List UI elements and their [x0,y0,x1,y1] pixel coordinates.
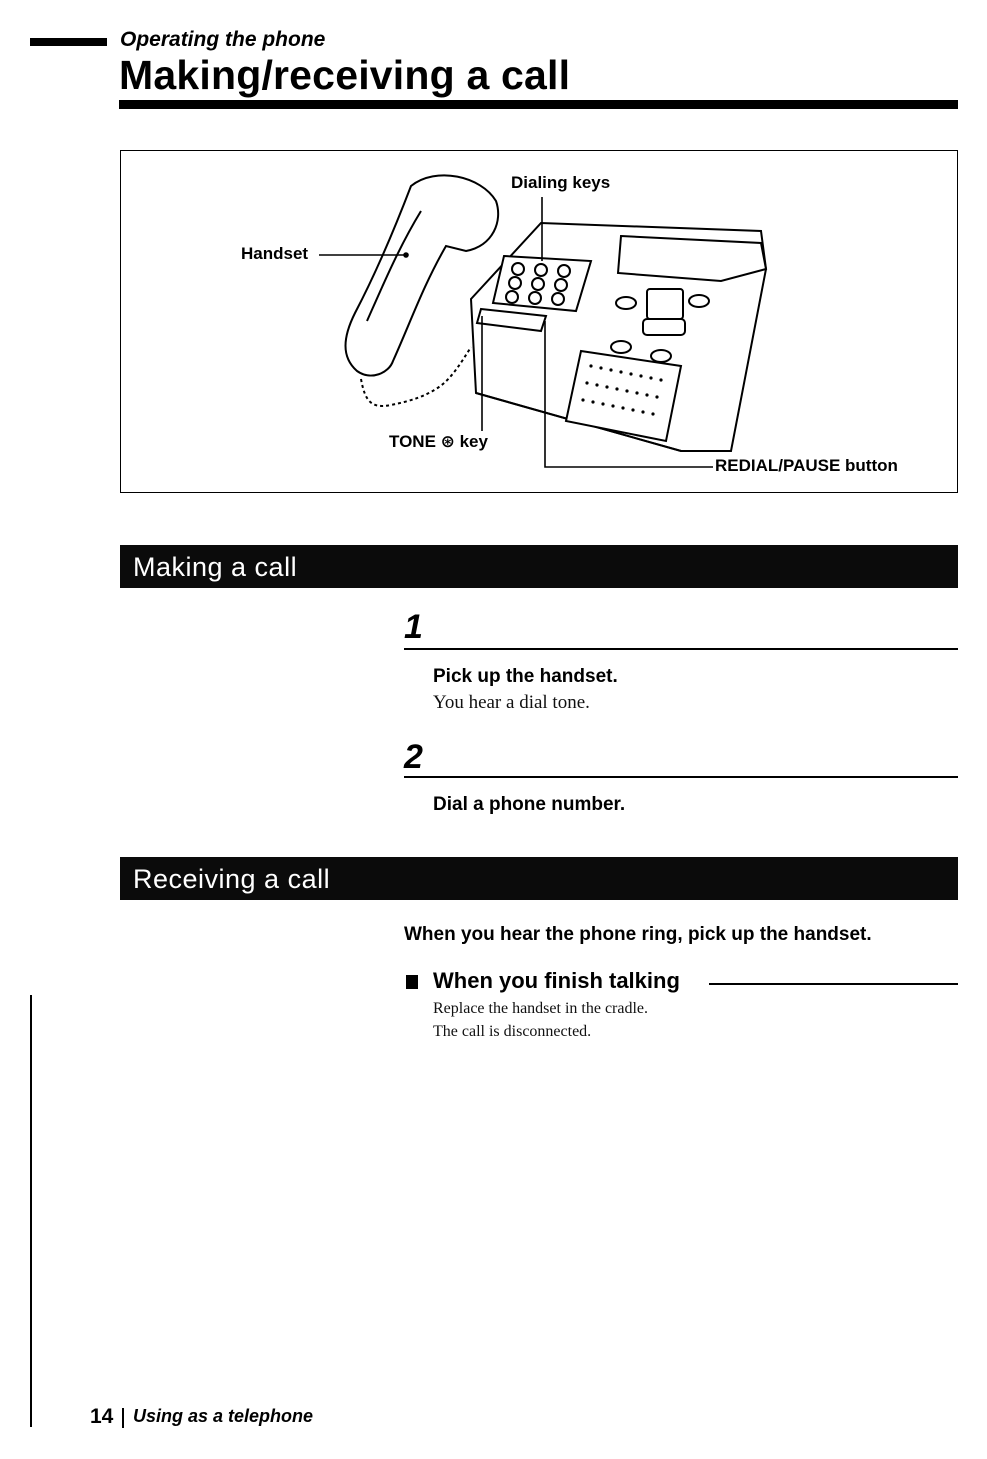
page-number: 14 [90,1405,114,1428]
left-margin-rule [30,995,32,1427]
step-1-heading: Pick up the handset. [433,666,618,687]
step-2-number: 2 [404,738,423,776]
phone-illustration-box [120,150,958,493]
receiving-instruction: When you hear the phone ring, pick up the handset. [404,924,872,945]
making-a-call-banner [120,545,958,588]
section-label: Operating the phone [120,28,326,51]
receiving-a-call-heading: Receiving a call [133,864,331,894]
telephone-illustration [121,151,959,494]
tone-key-label: TONE ⊛ key [389,432,488,451]
receiving-a-call-banner [120,857,958,900]
step-1-number: 1 [404,608,423,646]
handset-label: Handset [241,244,309,263]
chapter-name: Using as a telephone [133,1406,314,1426]
section-marker-bar [30,38,107,46]
finish-line-1: Replace the handset in the cradle. [433,1000,649,1017]
step-2-heading: Dial a phone number. [433,794,626,815]
making-a-call-heading: Making a call [133,552,298,582]
finish-line-2: The call is disconnected. [433,1023,592,1040]
finish-talking-heading: When you finish talking [433,968,680,993]
dialing-keys-label: Dialing keys [511,173,611,192]
finish-heading-rule [709,983,958,985]
step-2-rule [404,776,958,778]
page-title: Making/receiving a call [119,52,571,98]
finish-bullet-icon [406,975,418,989]
redial-pause-label: REDIAL/PAUSE button [715,456,898,475]
footer-divider [122,1408,124,1428]
title-rule [119,100,958,109]
step-1-rule [404,648,958,650]
step-1-text: You hear a dial tone. [433,692,590,713]
